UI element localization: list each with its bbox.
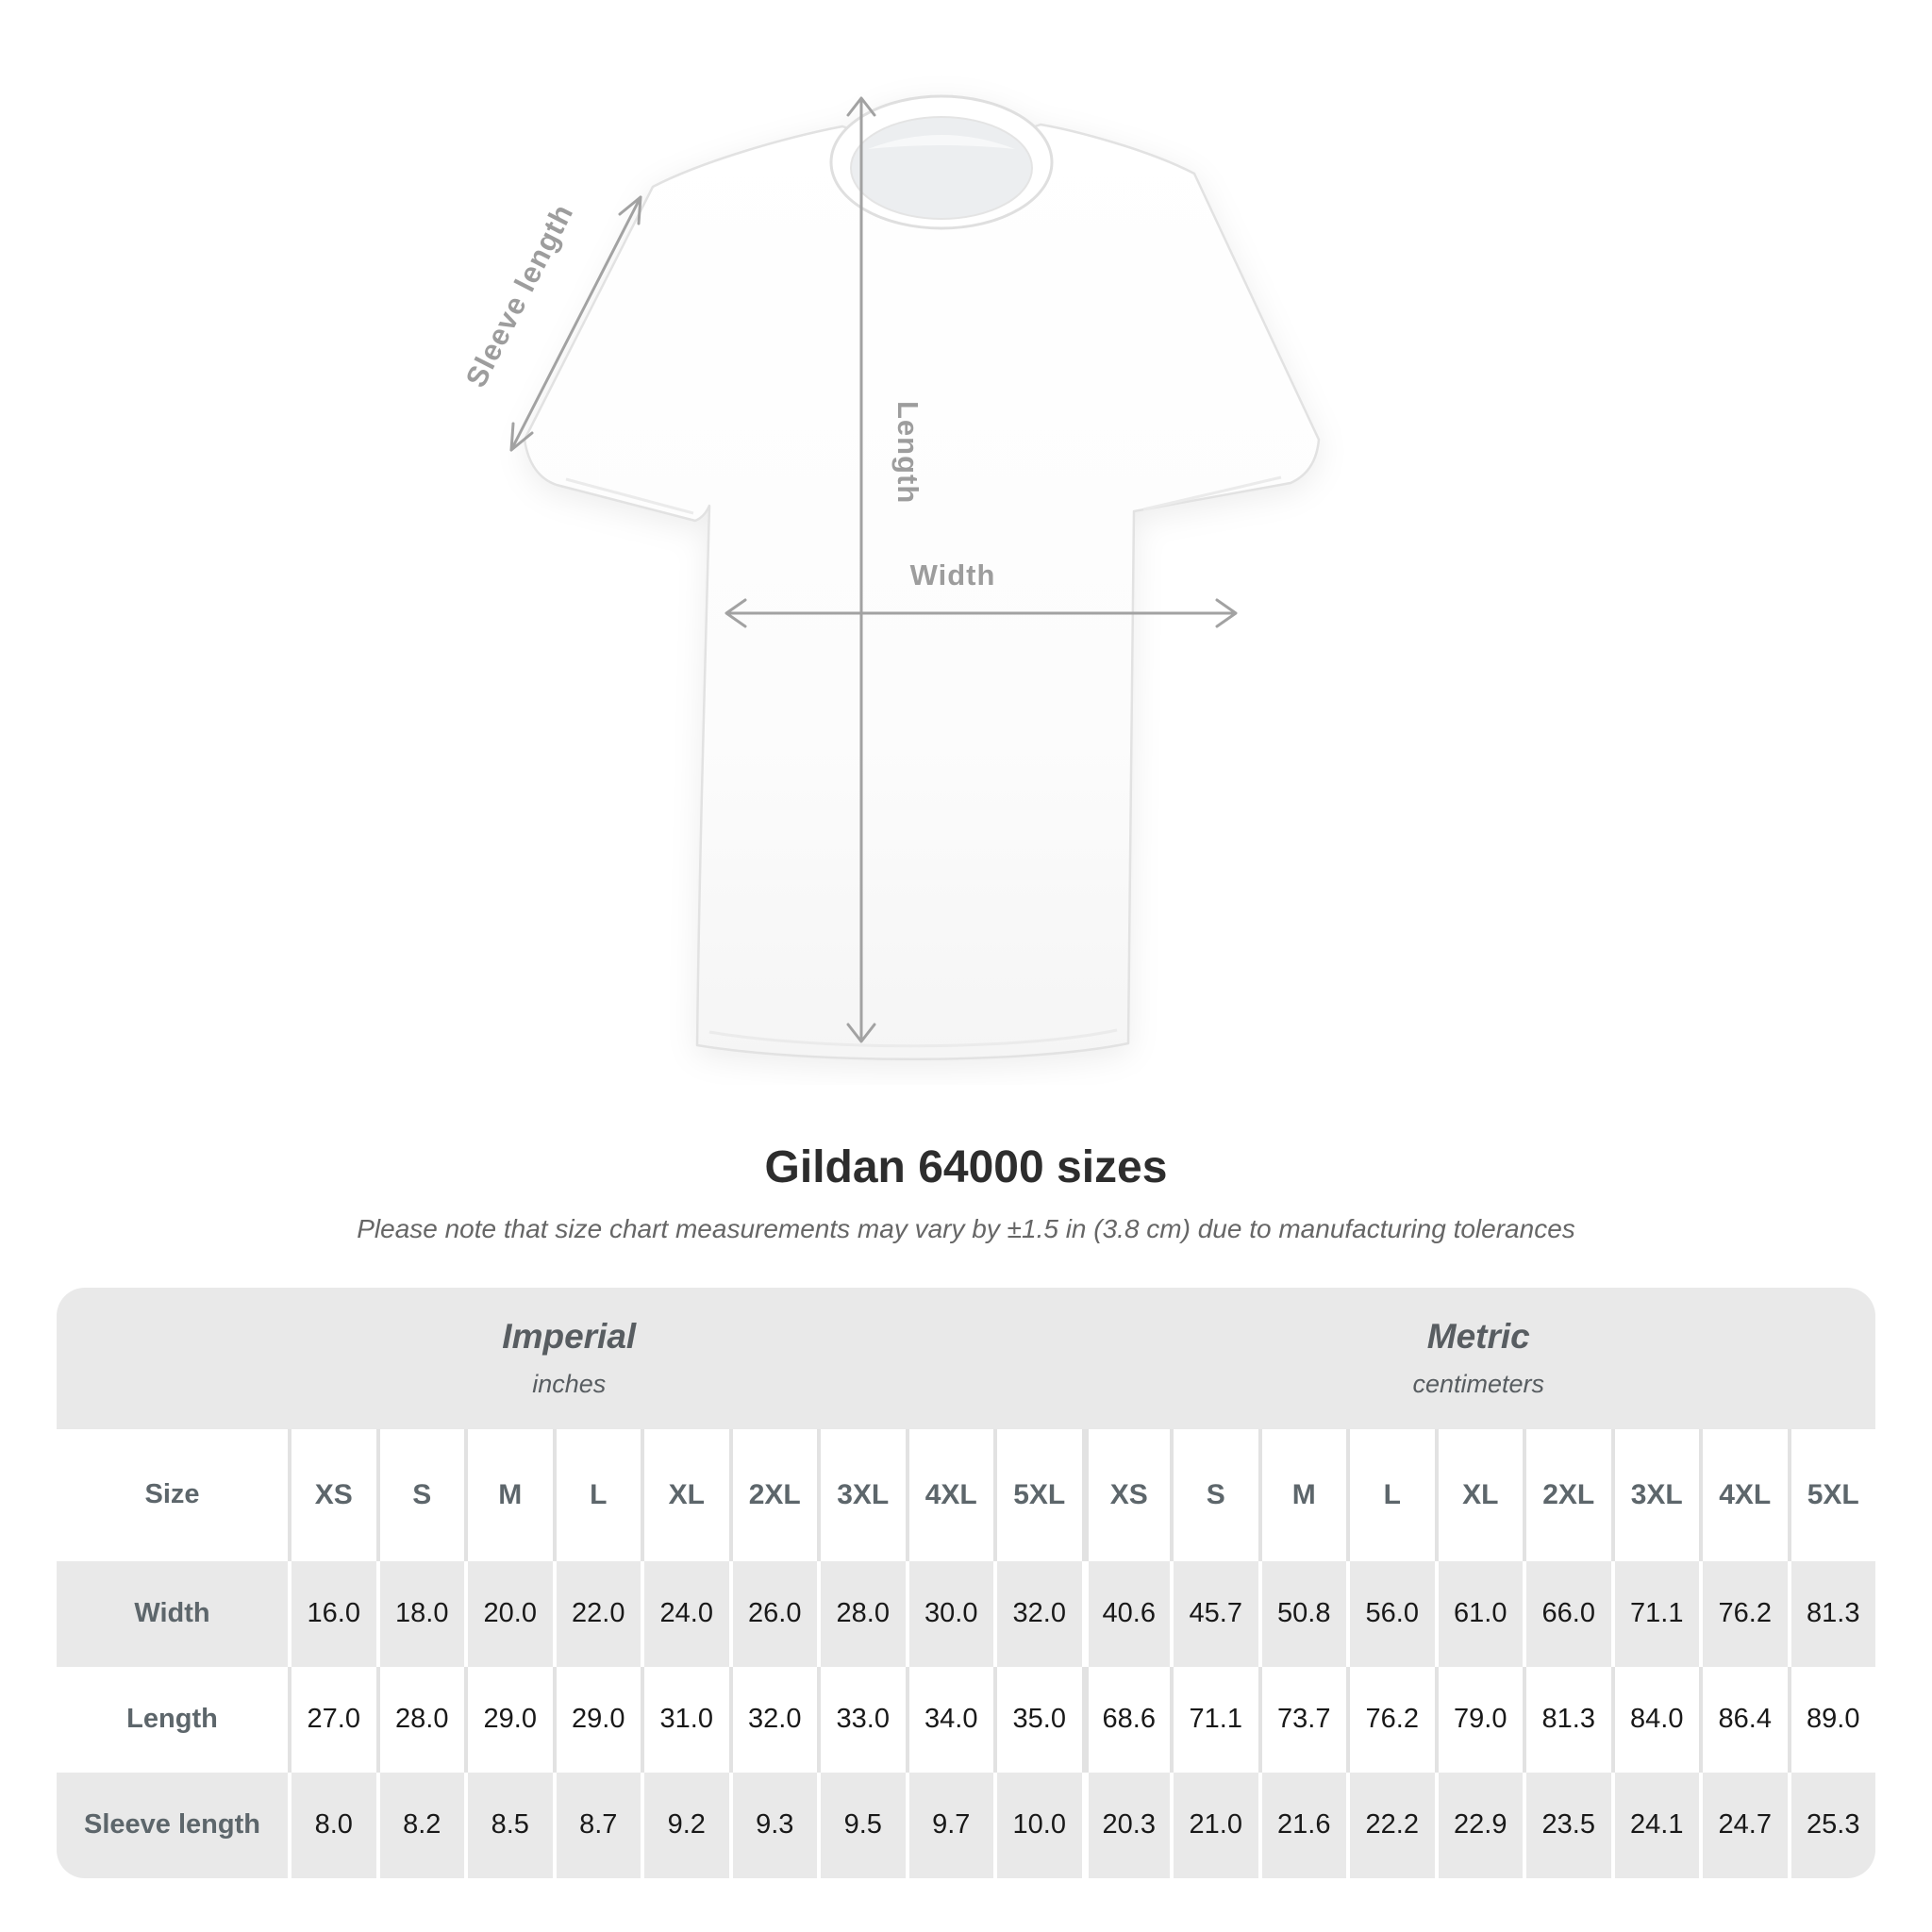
width-imperial-value: 20.0 <box>464 1561 553 1667</box>
width-imperial-value: 24.0 <box>641 1561 729 1667</box>
sleeve-metric-value: 20.3 <box>1082 1773 1171 1878</box>
row-label-sleeve-length: Sleeve length <box>57 1773 288 1878</box>
width-imperial-value: 28.0 <box>817 1561 906 1667</box>
width-imperial-value: 16.0 <box>288 1561 376 1667</box>
size-col-header: S <box>1170 1429 1258 1561</box>
sleeve-metric-value: 21.0 <box>1170 1773 1258 1878</box>
size-col-header: XL <box>1435 1429 1524 1561</box>
size-col-header: M <box>1258 1429 1347 1561</box>
length-metric-value: 86.4 <box>1699 1667 1788 1773</box>
width-metric-value: 50.8 <box>1258 1561 1347 1667</box>
width-metric-value: 76.2 <box>1699 1561 1788 1667</box>
length-imperial-value: 35.0 <box>993 1667 1082 1773</box>
width-label: Width <box>909 558 996 591</box>
size-col-header: 2XL <box>1523 1429 1611 1561</box>
sleeve-metric-value: 21.6 <box>1258 1773 1347 1878</box>
sleeve-imperial-value: 8.0 <box>288 1773 376 1878</box>
size-col-header: L <box>1346 1429 1435 1561</box>
size-col-header: XL <box>641 1429 729 1561</box>
size-col-header: XS <box>288 1429 376 1561</box>
sleeve-imperial-value: 9.5 <box>817 1773 906 1878</box>
length-metric-value: 71.1 <box>1170 1667 1258 1773</box>
sleeve-imperial-value: 9.7 <box>906 1773 994 1878</box>
size-col-header: 4XL <box>906 1429 994 1561</box>
size-col-header: 2XL <box>729 1429 818 1561</box>
sleeve-metric-value: 23.5 <box>1523 1773 1611 1878</box>
sleeve-metric-value: 24.7 <box>1699 1773 1788 1878</box>
metric-unit: centimeters <box>1412 1370 1545 1399</box>
metric-title: Metric <box>1426 1317 1530 1357</box>
sleeve-imperial-value: 8.2 <box>376 1773 465 1878</box>
length-imperial-value: 31.0 <box>641 1667 729 1773</box>
sleeve-metric-value: 25.3 <box>1788 1773 1876 1878</box>
tshirt-body <box>525 125 1319 1059</box>
size-col-header: 5XL <box>993 1429 1082 1561</box>
width-metric-value: 45.7 <box>1170 1561 1258 1667</box>
size-col-header: 3XL <box>817 1429 906 1561</box>
length-imperial-value: 28.0 <box>376 1667 465 1773</box>
length-metric-value: 76.2 <box>1346 1667 1435 1773</box>
sleeve-metric-value: 24.1 <box>1611 1773 1700 1878</box>
tolerance-note: Please note that size chart measurements may vary by ±1.5 in (3.8 cm) due to manufacturing tolerances <box>357 1213 1575 1243</box>
sleeve-imperial-value: 9.3 <box>729 1773 818 1878</box>
sleeve-length-label: Sleeve length <box>458 198 580 393</box>
sleeve-metric-value: 22.9 <box>1435 1773 1524 1878</box>
size-col-header: 4XL <box>1699 1429 1788 1561</box>
imperial-header <box>57 1288 1082 1429</box>
imperial-unit: inches <box>532 1370 607 1399</box>
sleeve-imperial-value: 10.0 <box>993 1773 1082 1878</box>
sleeve-imperial-value: 8.5 <box>464 1773 553 1878</box>
length-metric-value: 84.0 <box>1611 1667 1700 1773</box>
width-imperial-value: 26.0 <box>729 1561 818 1667</box>
length-metric-value: 68.6 <box>1082 1667 1171 1773</box>
size-col-header: 5XL <box>1788 1429 1876 1561</box>
width-imperial-value: 32.0 <box>993 1561 1082 1667</box>
length-metric-value: 79.0 <box>1435 1667 1524 1773</box>
sleeve-imperial-value: 9.2 <box>641 1773 729 1878</box>
size-chart-table <box>57 1288 1875 1878</box>
width-metric-value: 61.0 <box>1435 1561 1524 1667</box>
width-metric-value: 40.6 <box>1082 1561 1171 1667</box>
size-col-header: 3XL <box>1611 1429 1700 1561</box>
size-col-header: S <box>376 1429 465 1561</box>
width-metric-value: 56.0 <box>1346 1561 1435 1667</box>
size-col-header: M <box>464 1429 553 1561</box>
sleeve-imperial-value: 8.7 <box>553 1773 641 1878</box>
width-metric-value: 81.3 <box>1788 1561 1876 1667</box>
length-imperial-value: 33.0 <box>817 1667 906 1773</box>
width-metric-value: 66.0 <box>1523 1561 1611 1667</box>
length-metric-value: 73.7 <box>1258 1667 1347 1773</box>
width-imperial-value: 22.0 <box>553 1561 641 1667</box>
length-imperial-value: 27.0 <box>288 1667 376 1773</box>
length-imperial-value: 34.0 <box>906 1667 994 1773</box>
width-imperial-value: 18.0 <box>376 1561 465 1667</box>
length-imperial-value: 29.0 <box>464 1667 553 1773</box>
row-label-width: Width <box>57 1561 288 1667</box>
length-metric-value: 89.0 <box>1788 1667 1876 1773</box>
length-imperial-value: 32.0 <box>729 1667 818 1773</box>
metric-header <box>1082 1288 1876 1429</box>
size-row-label: Size <box>57 1429 288 1561</box>
size-col-header: L <box>553 1429 641 1561</box>
size-col-header: XS <box>1082 1429 1171 1561</box>
length-metric-value: 81.3 <box>1523 1667 1611 1773</box>
length-label: Length <box>891 401 924 505</box>
page-title: Gildan 64000 sizes <box>764 1142 1168 1192</box>
imperial-title: Imperial <box>502 1317 637 1357</box>
width-imperial-value: 30.0 <box>906 1561 994 1667</box>
sleeve-metric-value: 22.2 <box>1346 1773 1435 1878</box>
length-imperial-value: 29.0 <box>553 1667 641 1773</box>
row-label-length: Length <box>57 1667 288 1773</box>
width-metric-value: 71.1 <box>1611 1561 1700 1667</box>
collar-opening <box>851 117 1032 219</box>
